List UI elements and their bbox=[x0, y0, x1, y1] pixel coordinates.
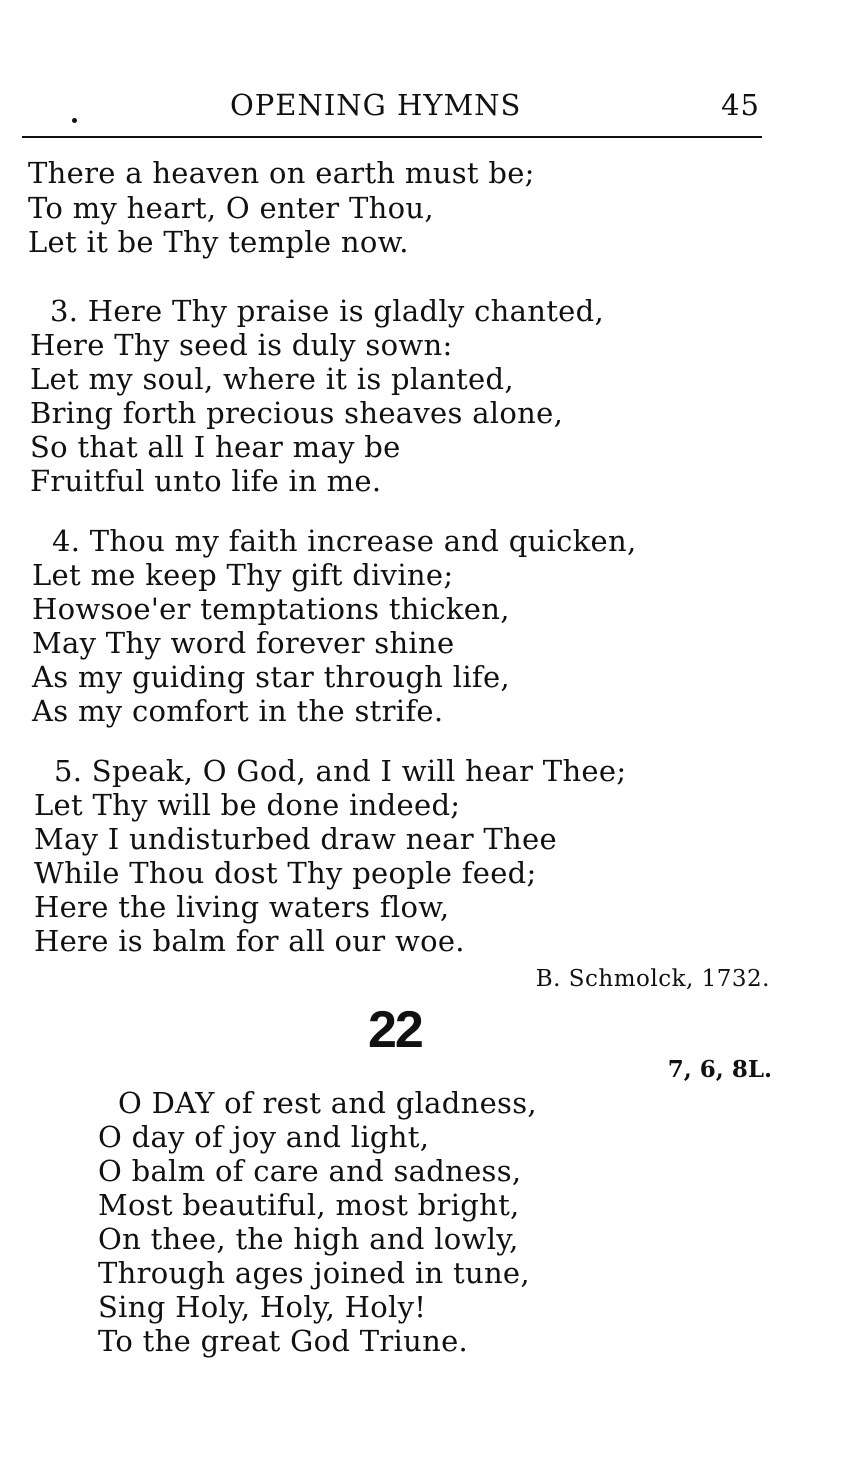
hymn-22-line: To the great God Triune. bbox=[98, 1324, 469, 1358]
hymn-22-line: On thee, the high and lowly, bbox=[98, 1222, 519, 1256]
verse-5-line: While Thou dost Thy people feed; bbox=[34, 856, 537, 890]
verse-3-line: Let my soul, where it is planted, bbox=[30, 362, 514, 396]
verse-4-line: May Thy word forever shine bbox=[32, 626, 455, 660]
verse-4-line: Howsoe'er temptations thicken, bbox=[32, 592, 510, 626]
verse-line: There a heaven on earth must be; bbox=[28, 156, 535, 190]
hymn-number: 22 bbox=[368, 1001, 422, 1059]
page-number: 45 bbox=[721, 88, 760, 122]
verse-3-line: Bring forth precious sheaves alone, bbox=[30, 396, 564, 430]
hymn-22-line: Through ages joined in tune, bbox=[98, 1256, 530, 1290]
verse-3-line: Fruitful unto life in me. bbox=[30, 464, 382, 498]
verse-4-line: As my comfort in the strife. bbox=[32, 694, 444, 728]
verse-line: Let it be Thy temple now. bbox=[28, 225, 409, 259]
hymn-22-line: O day of joy and light, bbox=[98, 1120, 430, 1154]
verse-5-line: May I undisturbed draw near Thee bbox=[34, 822, 557, 856]
verse-3-line: Here Thy seed is duly sown: bbox=[30, 328, 453, 362]
verse-5-line: Here is balm for all our woe. bbox=[34, 924, 465, 958]
verse-3-line: So that all I hear may be bbox=[30, 430, 401, 464]
section-title: OPENING HYMNS bbox=[230, 88, 522, 122]
hymn-22-line: Sing Holy, Holy, Holy! bbox=[98, 1290, 427, 1324]
verse-5-line: Here the living waters flow, bbox=[34, 890, 450, 924]
print-speck bbox=[72, 118, 77, 123]
verse-4-line: As my guiding star through life, bbox=[32, 660, 510, 694]
hymn-22-line: Most beautiful, most bright, bbox=[98, 1188, 520, 1222]
hymn-attribution: B. Schmolck, 1732. bbox=[535, 966, 770, 992]
verse-4-line: 4. Thou my faith increase and quicken, bbox=[52, 524, 637, 558]
hymn-meter: 7, 6, 8L. bbox=[667, 1056, 772, 1083]
hymn-22-line: O balm of care and sadness, bbox=[98, 1154, 522, 1188]
header-rule bbox=[22, 136, 762, 138]
verse-5-line: Let Thy will be done indeed; bbox=[34, 788, 461, 822]
hymn-22-line: O DAY of rest and gladness, bbox=[118, 1086, 537, 1120]
verse-5-line: 5. Speak, O God, and I will hear Thee; bbox=[54, 754, 627, 788]
running-header bbox=[22, 84, 762, 124]
verse-3-line: 3. Here Thy praise is gladly chanted, bbox=[50, 294, 604, 328]
verse-4-line: Let me keep Thy gift divine; bbox=[32, 558, 454, 592]
verse-line: To my heart, O enter Thou, bbox=[28, 191, 434, 225]
